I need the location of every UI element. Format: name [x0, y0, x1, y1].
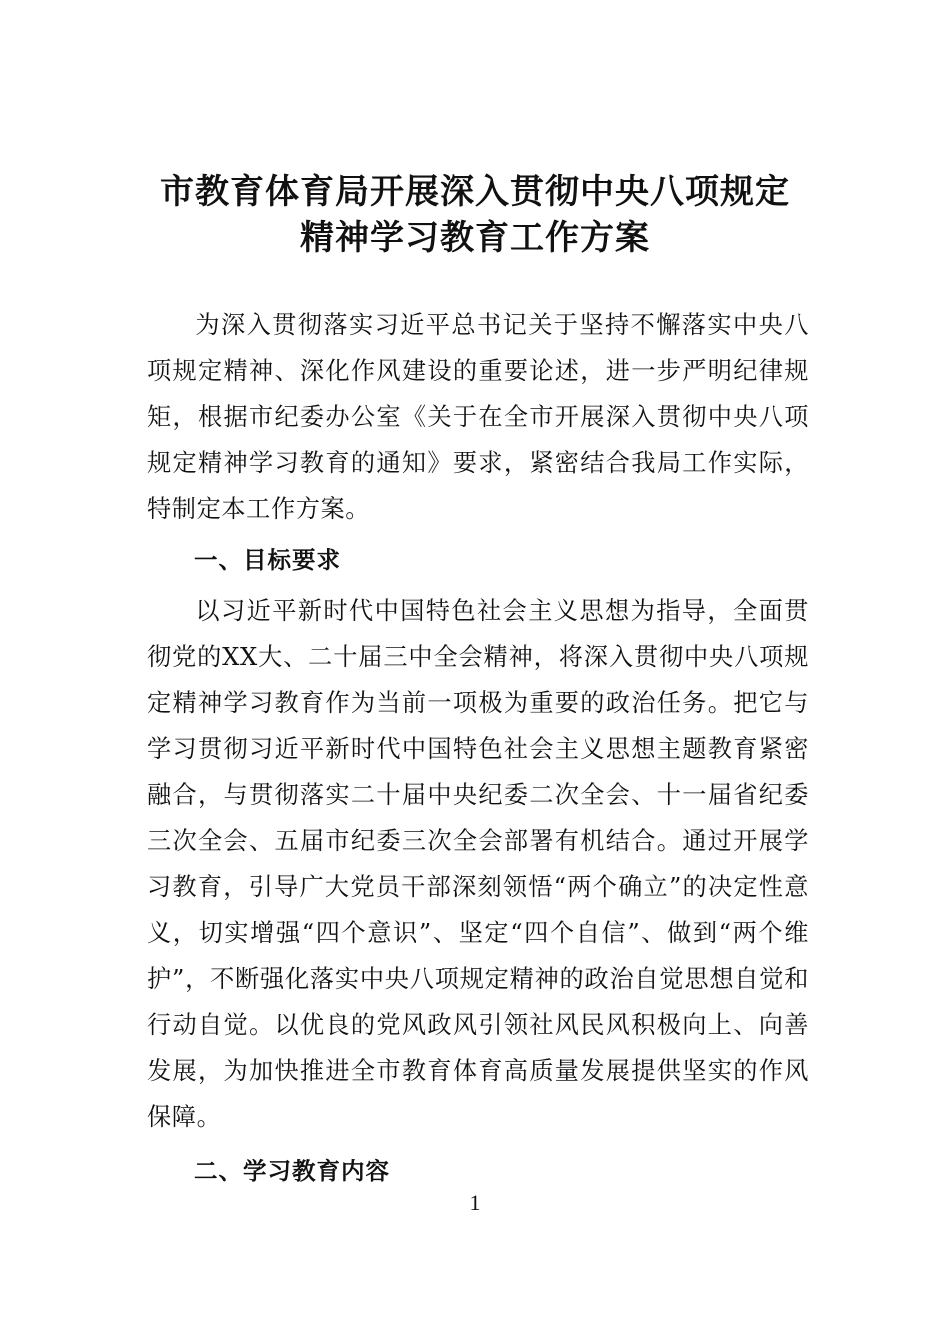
document-body	[147, 302, 809, 1202]
section-2-heading: 二、学习教育内容	[194, 1157, 390, 1185]
document-title-line-2: 精神学习教育工作方案	[300, 218, 650, 258]
intro-paragraph: 为深入贯彻落实习近平总书记关于坚持不懈落实中央八项规定精神、深化作风建设的重要论述，进一步严明纪律规矩，根据市纪委办公室《关于在全市开展深入贯彻中央八项规定精神学习教育的通知》要求，紧密结合我局工作实际，特制定本工作方案。	[147, 311, 809, 523]
page-number: 1	[469, 1190, 481, 1215]
section-1-paragraph: 以习近平新时代中国特色社会主义思想为指导，全面贯彻党的XX大、二十届三中全会精神，将深入贯彻中央八项规定精神学习教育作为当前一项极为重要的政治任务。把它与学习贯彻习近平新时代中国特色社会主义思想主题教育紧密融合，与贯彻落实二十届中央纪委二次全会、十一届省纪委三次全会、五届市纪委三次全会部署有机结合。通过开展学习教育，引导广大党员干部深刻领悟“两个确立”的决定性意义，切实增强“四个意识”、坚定“四个自信”、做到“两个维护”，不断强化落实中央八项规定精神的政治自觉思想自觉和行动自觉。以优良的党风政风引领社风民风积极向上、向善发展，为加快推进全市教育体育高质量发展提供坚实的作风保障。	[147, 597, 809, 1131]
section-1-heading: 一、目标要求	[194, 546, 341, 574]
document-title-line-1: 市教育体育局开展深入贯彻中央八项规定	[160, 172, 790, 212]
